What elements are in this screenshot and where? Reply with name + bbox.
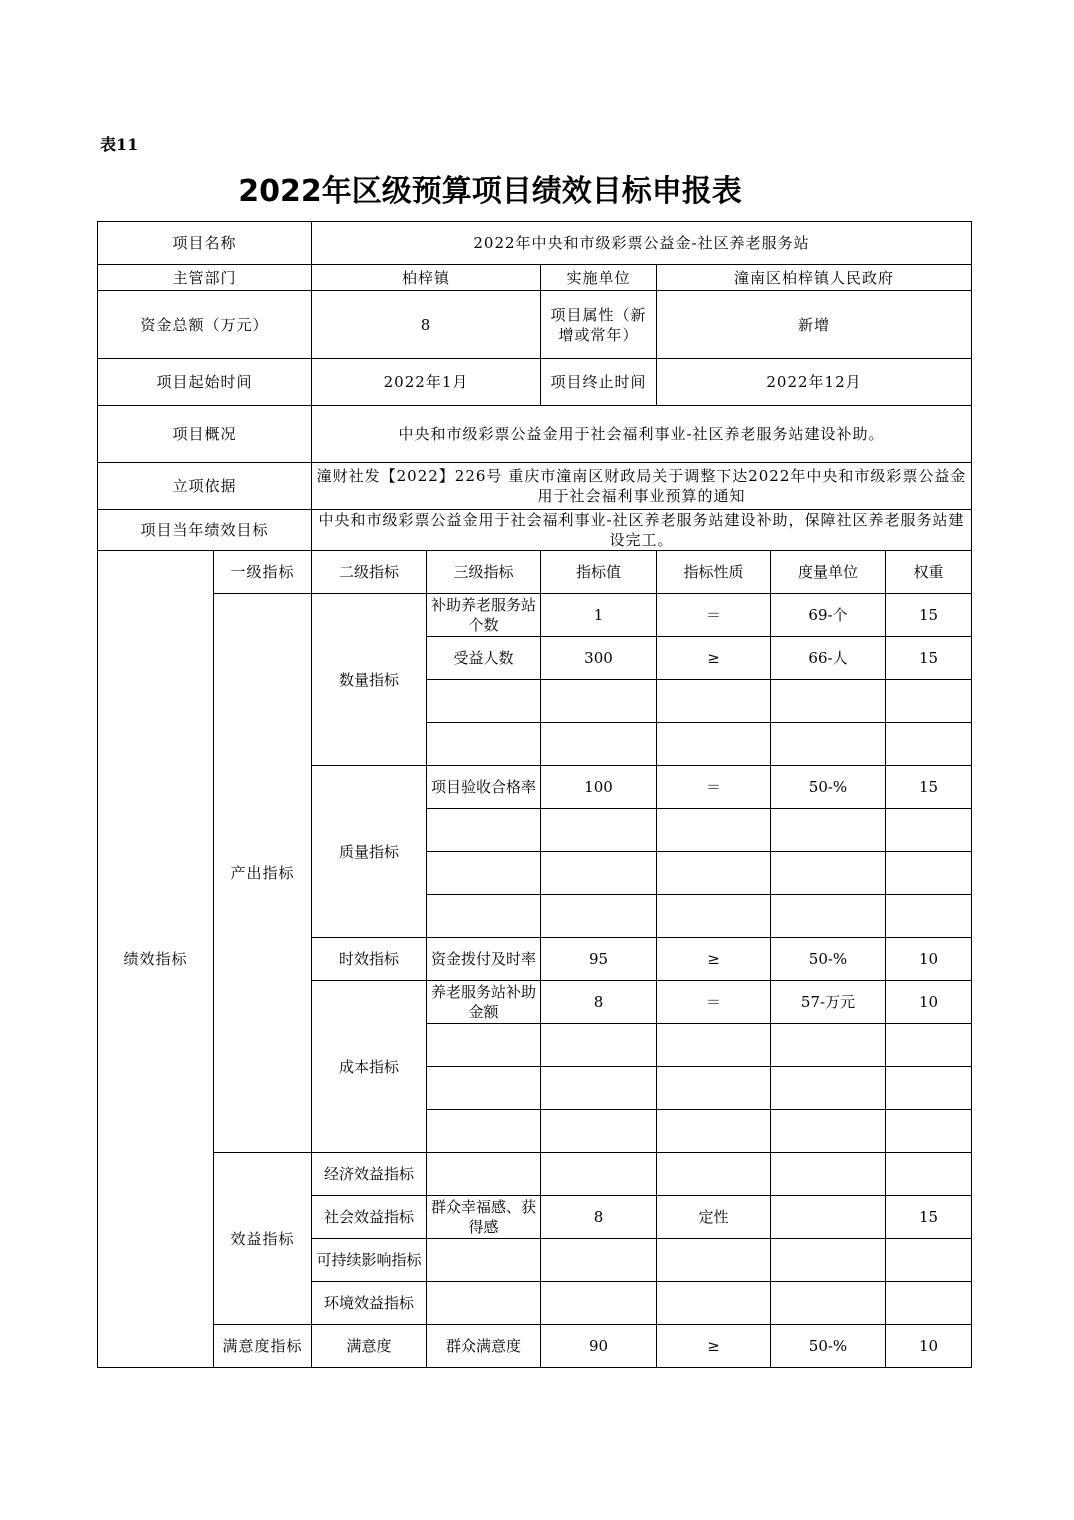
row-goal bbox=[98, 510, 972, 551]
level3-name bbox=[427, 680, 541, 723]
funds-value: 8 bbox=[312, 291, 541, 359]
indicator-value bbox=[541, 1024, 657, 1067]
level1-benefit: 效益指标 bbox=[214, 1153, 312, 1325]
level2-timeliness: 时效指标 bbox=[312, 938, 427, 981]
indicator-unit bbox=[771, 1196, 886, 1239]
indicator-unit: 66-人 bbox=[771, 637, 886, 680]
indicator-unit: 57-万元 bbox=[771, 981, 886, 1024]
indicator-weight bbox=[886, 1153, 972, 1196]
indicator-weight: 15 bbox=[886, 637, 972, 680]
indicator-value bbox=[541, 1067, 657, 1110]
section-label: 绩效指标 bbox=[98, 551, 214, 1368]
indicator-weight bbox=[886, 852, 972, 895]
indicator-unit bbox=[771, 895, 886, 938]
indicator-value: 90 bbox=[541, 1325, 657, 1368]
indicator-nature bbox=[657, 1024, 771, 1067]
indicator-value: 95 bbox=[541, 938, 657, 981]
level1-satisfaction: 满意度指标 bbox=[214, 1325, 312, 1368]
start-label: 项目起始时间 bbox=[98, 359, 312, 406]
basis-value: 潼财社发【2022】226号 重庆市潼南区财政局关于调整下达2022年中央和市级彩票公益金用于社会福利事业预算的通知 bbox=[312, 463, 972, 510]
indicator-nature: ＝ bbox=[657, 766, 771, 809]
indicator-nature bbox=[657, 1239, 771, 1282]
start-value: 2022年1月 bbox=[312, 359, 541, 406]
row-basis bbox=[98, 463, 972, 510]
row-dates bbox=[98, 359, 972, 406]
impl-label: 实施单位 bbox=[541, 265, 657, 291]
indicator-unit bbox=[771, 1110, 886, 1153]
table-row bbox=[98, 1153, 972, 1196]
table-number: 表11 bbox=[100, 135, 139, 154]
indicator-value bbox=[541, 680, 657, 723]
level2-sustainable: 可持续影响指标 bbox=[312, 1239, 427, 1282]
level3-name: 养老服务站补助金额 bbox=[427, 981, 541, 1024]
indicator-value: 100 bbox=[541, 766, 657, 809]
level2-quantity: 数量指标 bbox=[312, 594, 427, 766]
row-project-name bbox=[98, 222, 972, 265]
indicator-value bbox=[541, 1282, 657, 1325]
indicator-nature bbox=[657, 723, 771, 766]
level2-economic: 经济效益指标 bbox=[312, 1153, 427, 1196]
indicator-nature: ＝ bbox=[657, 594, 771, 637]
indicator-value: 300 bbox=[541, 637, 657, 680]
header-nature: 指标性质 bbox=[657, 551, 771, 594]
indicator-weight bbox=[886, 723, 972, 766]
level1-output: 产出指标 bbox=[214, 594, 312, 1153]
row-dept bbox=[98, 265, 972, 291]
indicator-unit: 50-% bbox=[771, 766, 886, 809]
impl-value: 潼南区柏梓镇人民政府 bbox=[657, 265, 972, 291]
header-level2: 二级指标 bbox=[312, 551, 427, 594]
indicator-value bbox=[541, 723, 657, 766]
level3-name bbox=[427, 1239, 541, 1282]
project-name-label: 项目名称 bbox=[98, 222, 312, 265]
level3-name bbox=[427, 1153, 541, 1196]
attr-label: 项目属性（新增或常年） bbox=[541, 291, 657, 359]
page-title: 2022年区级预算项目绩效目标申报表 bbox=[238, 174, 742, 209]
indicator-weight bbox=[886, 1282, 972, 1325]
indicator-unit: 69-个 bbox=[771, 594, 886, 637]
level3-name: 群众满意度 bbox=[427, 1325, 541, 1368]
indicator-weight bbox=[886, 1110, 972, 1153]
indicator-weight: 10 bbox=[886, 981, 972, 1024]
indicator-nature: ＝ bbox=[657, 981, 771, 1024]
indicator-weight bbox=[886, 1067, 972, 1110]
attr-value: 新增 bbox=[657, 291, 972, 359]
level3-name bbox=[427, 723, 541, 766]
goal-label: 项目当年绩效目标 bbox=[98, 510, 312, 551]
level3-name bbox=[427, 1067, 541, 1110]
dept-label: 主管部门 bbox=[98, 265, 312, 291]
level3-name: 项目验收合格率 bbox=[427, 766, 541, 809]
level3-name bbox=[427, 809, 541, 852]
indicator-nature bbox=[657, 895, 771, 938]
overview-value: 中央和市级彩票公益金用于社会福利事业-社区养老服务站建设补助。 bbox=[312, 406, 972, 463]
indicator-nature bbox=[657, 1282, 771, 1325]
header-value: 指标值 bbox=[541, 551, 657, 594]
indicator-weight bbox=[886, 895, 972, 938]
indicator-value: 8 bbox=[541, 981, 657, 1024]
funds-label: 资金总额（万元） bbox=[98, 291, 312, 359]
indicator-unit bbox=[771, 1282, 886, 1325]
indicator-nature: 定性 bbox=[657, 1196, 771, 1239]
table-row bbox=[98, 1325, 972, 1368]
indicator-weight: 15 bbox=[886, 766, 972, 809]
indicator-nature bbox=[657, 809, 771, 852]
indicator-nature: ≥ bbox=[657, 938, 771, 981]
end-label: 项目终止时间 bbox=[541, 359, 657, 406]
level2-environmental: 环境效益指标 bbox=[312, 1282, 427, 1325]
indicator-nature bbox=[657, 852, 771, 895]
indicator-unit bbox=[771, 1067, 886, 1110]
indicator-value bbox=[541, 1110, 657, 1153]
level3-name bbox=[427, 852, 541, 895]
level3-name bbox=[427, 1110, 541, 1153]
indicator-nature bbox=[657, 680, 771, 723]
indicator-value: 8 bbox=[541, 1196, 657, 1239]
header-level3: 三级指标 bbox=[427, 551, 541, 594]
indicator-value bbox=[541, 852, 657, 895]
indicator-unit: 50-% bbox=[771, 938, 886, 981]
indicator-value: 1 bbox=[541, 594, 657, 637]
indicator-weight: 10 bbox=[886, 1325, 972, 1368]
indicator-value bbox=[541, 895, 657, 938]
basis-label: 立项依据 bbox=[98, 463, 312, 510]
goal-value: 中央和市级彩票公益金用于社会福利事业-社区养老服务站建设补助，保障社区养老服务站建设完工。 bbox=[312, 510, 972, 551]
indicator-weight: 15 bbox=[886, 1196, 972, 1239]
performance-table bbox=[97, 221, 972, 1368]
row-funds bbox=[98, 291, 972, 359]
indicator-unit bbox=[771, 809, 886, 852]
indicator-unit bbox=[771, 723, 886, 766]
level3-name bbox=[427, 895, 541, 938]
level3-name: 受益人数 bbox=[427, 637, 541, 680]
indicator-weight: 15 bbox=[886, 594, 972, 637]
indicator-value bbox=[541, 809, 657, 852]
header-level1: 一级指标 bbox=[214, 551, 312, 594]
level3-name: 资金拨付及时率 bbox=[427, 938, 541, 981]
indicator-weight bbox=[886, 809, 972, 852]
level3-name bbox=[427, 1282, 541, 1325]
level2-quality: 质量指标 bbox=[312, 766, 427, 938]
level3-name: 群众幸福感、获得感 bbox=[427, 1196, 541, 1239]
indicator-header-row bbox=[98, 551, 972, 594]
level2-cost: 成本指标 bbox=[312, 981, 427, 1153]
table-row bbox=[98, 594, 972, 637]
overview-label: 项目概况 bbox=[98, 406, 312, 463]
dept-value: 柏梓镇 bbox=[312, 265, 541, 291]
indicator-unit bbox=[771, 1153, 886, 1196]
indicator-weight bbox=[886, 680, 972, 723]
project-name-value: 2022年中央和市级彩票公益金-社区养老服务站 bbox=[312, 222, 972, 265]
level3-name: 补助养老服务站个数 bbox=[427, 594, 541, 637]
indicator-nature bbox=[657, 1067, 771, 1110]
end-value: 2022年12月 bbox=[657, 359, 972, 406]
indicator-nature: ≥ bbox=[657, 637, 771, 680]
indicator-weight: 10 bbox=[886, 938, 972, 981]
level3-name bbox=[427, 1024, 541, 1067]
indicator-unit bbox=[771, 852, 886, 895]
indicator-unit bbox=[771, 1239, 886, 1282]
indicator-unit bbox=[771, 680, 886, 723]
header-unit: 度量单位 bbox=[771, 551, 886, 594]
indicator-value bbox=[541, 1239, 657, 1282]
indicator-weight bbox=[886, 1024, 972, 1067]
level2-social: 社会效益指标 bbox=[312, 1196, 427, 1239]
indicator-nature: ≥ bbox=[657, 1325, 771, 1368]
row-overview bbox=[98, 406, 972, 463]
header-weight: 权重 bbox=[886, 551, 972, 594]
indicator-weight bbox=[886, 1239, 972, 1282]
indicator-nature bbox=[657, 1110, 771, 1153]
indicator-unit bbox=[771, 1024, 886, 1067]
indicator-nature bbox=[657, 1153, 771, 1196]
indicator-value bbox=[541, 1153, 657, 1196]
indicator-unit: 50-% bbox=[771, 1325, 886, 1368]
level2-satisfaction: 满意度 bbox=[312, 1325, 427, 1368]
